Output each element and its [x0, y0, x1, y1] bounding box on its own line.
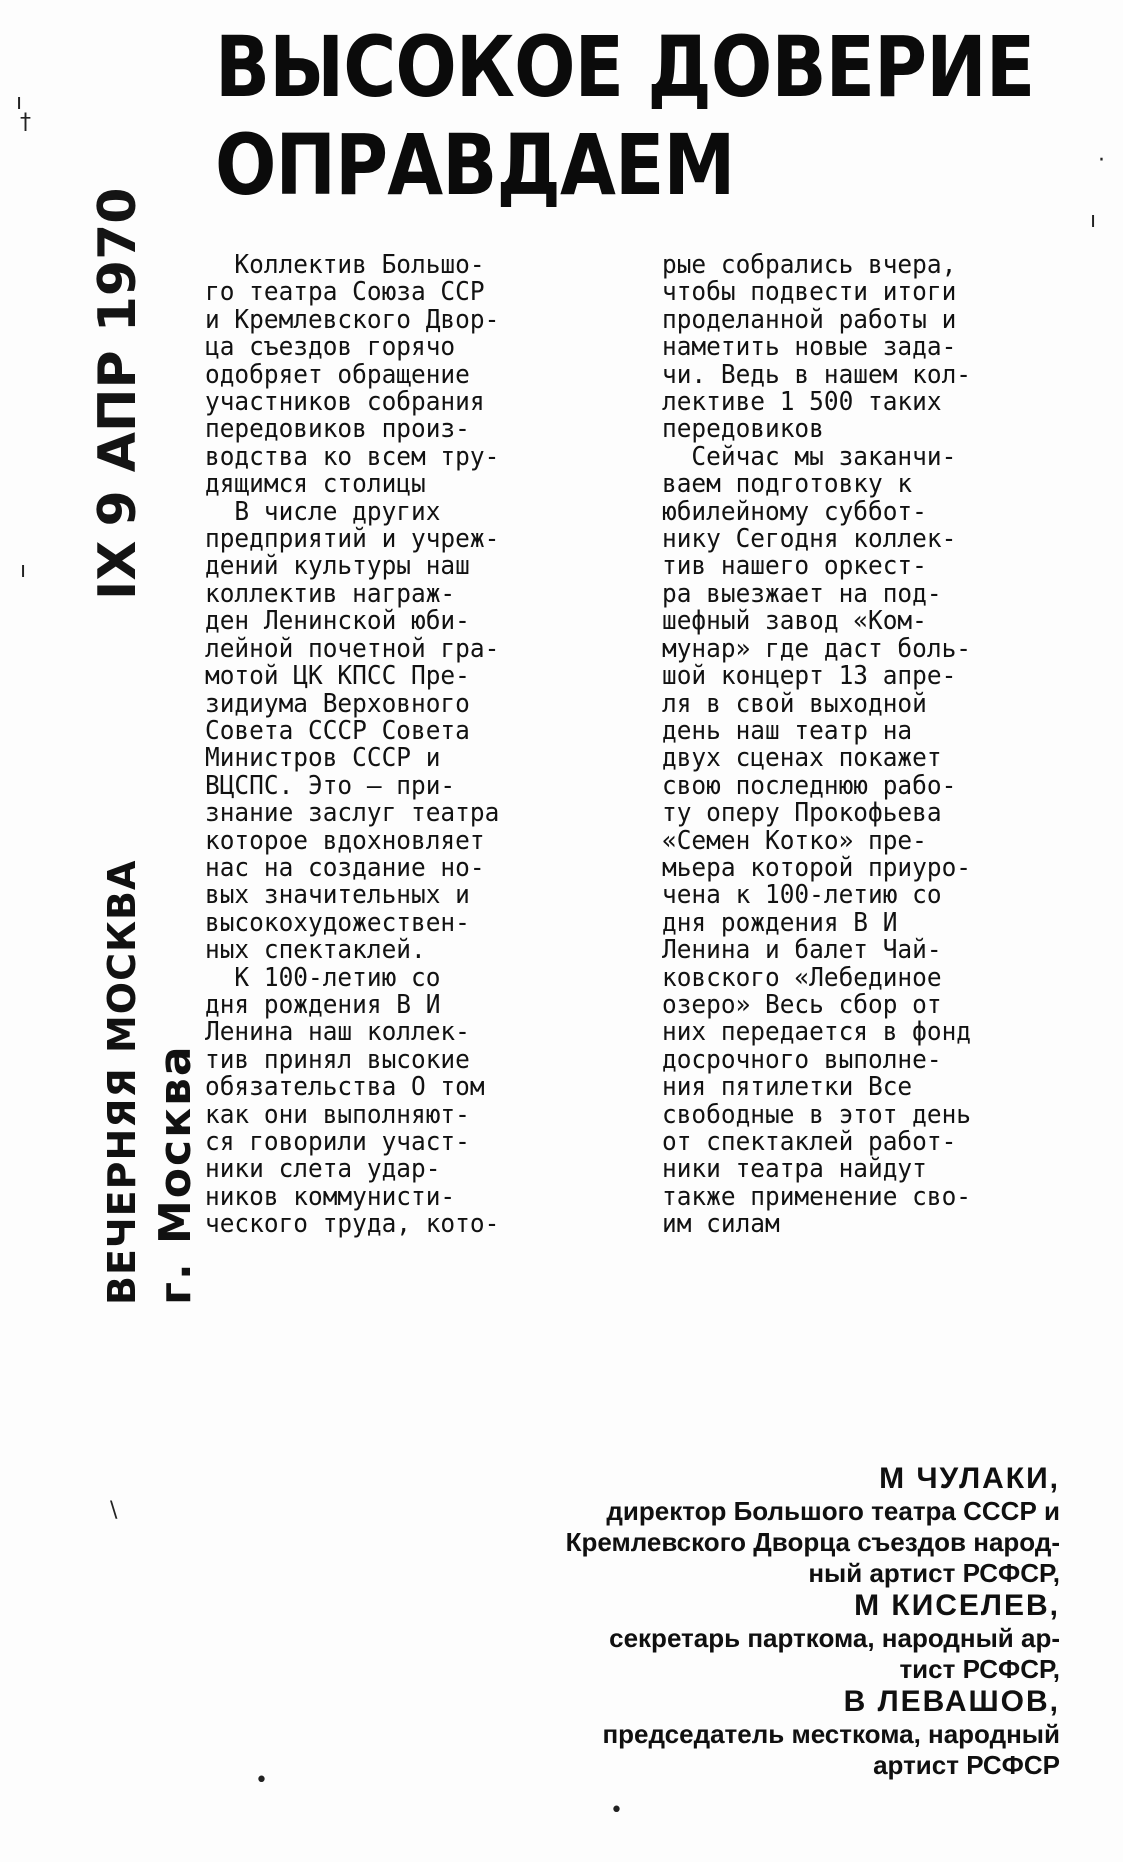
headline — [215, 18, 1035, 214]
article-line: дня рождения В И — [662, 907, 898, 938]
signatory-title-line: секретарь парткома, народный ар- — [609, 1623, 1060, 1653]
article-line: и Кремлевского Двор- — [205, 304, 500, 335]
article-line: Совета СССР Совета — [205, 715, 470, 746]
article-line: Коллектив Большо- — [205, 250, 485, 280]
article-line: ческого труда, кото- — [205, 1209, 500, 1240]
article-line: обязательства О том — [205, 1072, 485, 1103]
article-line: ра выезжает на под- — [662, 578, 942, 609]
print-speck: ı — [1090, 208, 1097, 233]
source-label — [98, 860, 202, 1305]
article-line: вых значительных и — [205, 880, 470, 911]
signatory-name: М ЧУЛАКИ, — [879, 1462, 1060, 1495]
article-line: нику Сегодня коллек- — [662, 524, 957, 555]
article-line: Ленина наш коллек- — [205, 1017, 470, 1048]
article-line: мьера которой приуро- — [662, 852, 972, 883]
article-line: Ленина и балет Чай- — [662, 935, 942, 966]
article-line: от спектаклей работ- — [662, 1127, 957, 1157]
print-speck: · — [1098, 148, 1105, 173]
article-line: чи. Ведь в нашем кол- — [662, 359, 972, 390]
print-speck: † — [20, 110, 31, 135]
article-line: мотой ЦК КПСС Пре- — [205, 661, 470, 692]
article-line: знание заслуг театра — [205, 798, 500, 829]
article-line: ца съездов горячо — [205, 332, 456, 363]
article-line: ковского «Лебединое — [662, 962, 942, 993]
article-line: досрочного выполне- — [662, 1044, 942, 1075]
article-line: озеро» Весь сбор от — [662, 989, 942, 1020]
print-speck: • — [610, 1798, 623, 1823]
article-line: чена к 100-летию со — [662, 880, 942, 911]
article-line: В числе других — [205, 496, 441, 527]
article-line: ников коммунисти- — [205, 1181, 456, 1212]
article-column-right — [662, 252, 1057, 1239]
article-line: как они выполняют- — [205, 1099, 470, 1130]
article-line: им силам — [662, 1209, 780, 1240]
article-line: дящимся столицы — [205, 469, 426, 500]
article-line: мунар» где даст боль- — [662, 633, 972, 664]
signatory-title-line: председатель месткома, народный — [602, 1719, 1060, 1749]
article-line: ния пятилетки Все — [662, 1072, 913, 1103]
article-line: тив принял высокие — [205, 1044, 470, 1075]
article-line: дений культуры наш — [205, 551, 470, 582]
signatory-title-line: тист РСФСР, — [899, 1654, 1060, 1684]
article-line: ту оперу Прокофьева — [662, 798, 942, 829]
article-line: юбилейному суббот- — [662, 496, 927, 527]
headline-line-1: ВЫСОКОЕ ДОВЕРИЕ — [215, 18, 1035, 116]
article-line: рые собрались вчера, — [662, 250, 957, 280]
date-stamp — [88, 188, 148, 600]
article-line: К 100-летию со — [205, 962, 441, 993]
article-line: наметить новые зада- — [662, 332, 957, 363]
signatory-title-line: директор Большого театра СССР и — [606, 1496, 1060, 1526]
print-speck: ı — [20, 558, 27, 583]
article-line: дня рождения В И — [205, 989, 441, 1020]
print-speck: \ — [110, 1498, 118, 1523]
newspaper-city: г. Москва — [150, 1044, 201, 1305]
article-line: ля в свой выходной — [662, 688, 927, 719]
article-line: «Семен Котко» пре- — [662, 825, 927, 856]
article-line: ники театра найдут — [662, 1154, 927, 1185]
article-line: передовиков — [662, 414, 824, 445]
article-line: коллектив награж- — [205, 578, 456, 609]
article-line: участников собрания — [205, 387, 485, 418]
print-speck: • — [255, 1768, 268, 1793]
article-line: которое вдохновляет — [205, 825, 485, 856]
article-line: Министров СССР и — [205, 743, 441, 774]
article-line: водства ко всем тру- — [205, 441, 500, 472]
article-column-left — [205, 252, 600, 1239]
article-line: свободные в этот день — [662, 1099, 972, 1130]
article-line: шефный завод «Ком- — [662, 606, 927, 637]
article-line: ваем подготовку к — [662, 469, 913, 500]
signatory-title-line: Кремлевского Дворца съездов народ- — [565, 1527, 1060, 1557]
newspaper-name: ВЕЧЕРНЯЯ МОСКВА — [100, 859, 144, 1305]
signatory-name: В ЛЕВАШОВ, — [843, 1685, 1060, 1718]
article-line: лективе 1 500 таких — [662, 387, 942, 418]
article-line: свою последнюю рабо- — [662, 770, 957, 801]
article-line: чтобы подвести итоги — [662, 277, 957, 308]
article-line: также применение сво- — [662, 1181, 972, 1212]
article-line: ВЦСПС. Это — при- — [205, 770, 456, 801]
signature-block — [300, 1462, 1060, 1781]
article-line: предприятий и учреж- — [205, 524, 500, 555]
article-line: ники слета удар- — [205, 1154, 441, 1185]
article-line: Сейчас мы заканчи- — [662, 441, 957, 472]
article-line: двух сценах покажет — [662, 743, 942, 774]
article-line: ных спектаклей. — [205, 935, 426, 966]
stamp-date: 9 АПР 1970 — [88, 187, 148, 527]
headline-line-2: ОПРАВДАЕМ — [215, 116, 735, 214]
article-line: ден Ленинской юби- — [205, 606, 470, 637]
print-speck: ı — [16, 90, 23, 115]
article-line: день наш театр на — [662, 715, 913, 746]
article-line: ся говорили участ- — [205, 1127, 470, 1157]
article-line: тив нашего оркест- — [662, 551, 927, 582]
article-line: го театра Союза ССР — [205, 277, 485, 308]
article-line: одобряет обращение — [205, 359, 470, 390]
article-line: высокохудожествен- — [205, 907, 470, 938]
stamp-mark: IX — [88, 540, 148, 600]
article-line: передовиков произ- — [205, 414, 470, 445]
article-line: шой концерт 13 апре- — [662, 661, 957, 692]
article-line: нас на создание но- — [205, 852, 485, 883]
article-line: лейной почетной гра- — [205, 633, 500, 664]
signatory-name: М КИСЕЛЕВ, — [854, 1589, 1060, 1622]
article-line: зидиума Верховного — [205, 688, 470, 719]
article-line: них передается в фонд — [662, 1017, 972, 1048]
signatory-title-line: ный артист РСФСР, — [808, 1558, 1060, 1588]
signatory-title-line: артист РСФСР — [873, 1750, 1060, 1780]
article-line: проделанной работы и — [662, 304, 957, 335]
